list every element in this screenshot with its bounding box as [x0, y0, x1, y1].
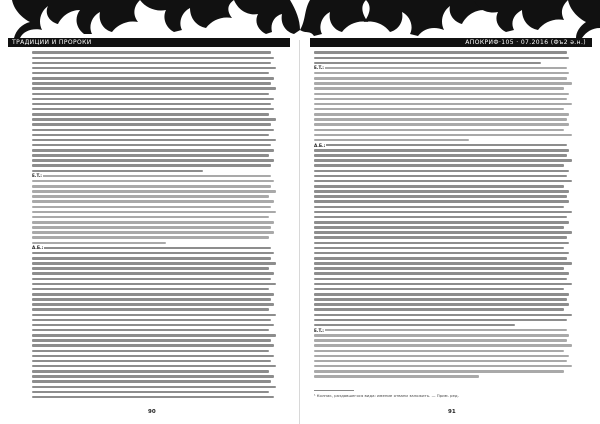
text-line-bar — [314, 190, 569, 193]
text-line-bar — [32, 175, 271, 178]
text-line-bar — [32, 103, 271, 106]
speaker-initials: E.T.: — [314, 65, 324, 71]
text-line-bar — [32, 339, 271, 342]
text-line-bar — [32, 129, 274, 132]
text-line-bar — [32, 221, 274, 224]
text-line-bar — [314, 355, 569, 358]
text-line-bar — [32, 303, 274, 306]
text-line-bar — [32, 211, 276, 214]
text-line-bar — [32, 242, 166, 245]
text-line-bar — [314, 257, 567, 260]
text-line — [32, 394, 276, 399]
text-line-bar — [314, 293, 569, 296]
text-line-bar — [32, 123, 271, 126]
text-line-bar — [314, 57, 569, 60]
text-line-bar — [32, 67, 276, 70]
speaker-initials: А.Б.: — [32, 245, 44, 251]
page-spine — [299, 40, 300, 424]
text-line-bar — [32, 380, 271, 383]
text-line-bar — [314, 252, 569, 255]
footnote: ¹ Колпак, раздавшегося вида: имение отвани заложить. — Прим. ред. — [314, 393, 459, 398]
text-line-bar — [314, 216, 567, 219]
right-text-column — [314, 50, 572, 379]
text-line-bar — [314, 283, 572, 286]
text-line-bar — [32, 365, 276, 368]
text-line-bar — [32, 62, 271, 65]
text-line-bar — [32, 226, 271, 229]
text-line-bar — [314, 339, 567, 342]
text-line — [314, 374, 572, 379]
text-line-bar — [314, 272, 569, 275]
text-line-bar — [32, 278, 271, 281]
text-line-bar — [32, 206, 271, 209]
text-line-bar — [314, 206, 564, 209]
text-line-bar — [32, 355, 274, 358]
text-line-bar — [32, 308, 269, 311]
text-line-bar — [32, 267, 269, 270]
text-line-bar — [32, 360, 271, 363]
text-line-bar — [32, 195, 269, 198]
text-line-bar — [32, 93, 269, 96]
text-line-bar — [314, 195, 567, 198]
text-line-bar — [314, 236, 567, 239]
text-line-bar — [314, 67, 567, 70]
text-line-bar — [314, 278, 567, 281]
text-line-bar — [32, 185, 271, 188]
text-line-bar — [314, 324, 515, 327]
text-line-bar — [314, 103, 572, 106]
text-line-bar — [32, 314, 276, 317]
text-line-bar — [314, 180, 572, 183]
text-line-bar — [32, 57, 274, 60]
text-line-bar — [314, 344, 572, 347]
text-line-bar — [32, 118, 276, 121]
speaker-initials: E.T.: — [32, 173, 42, 179]
text-line-bar — [32, 180, 274, 183]
text-line-bar — [314, 139, 469, 142]
text-line-bar — [314, 51, 567, 54]
text-line-bar — [314, 350, 564, 353]
text-line-bar — [314, 82, 572, 85]
text-line-bar — [314, 365, 572, 368]
text-line-bar — [314, 303, 569, 306]
text-line-bar — [32, 77, 274, 80]
text-line-bar — [314, 375, 479, 378]
right-running-head: АПОКРИФ·105 · 07.2016 (Фъ2 ә.н.) — [465, 39, 586, 46]
text-line-bar — [32, 134, 269, 137]
text-line-bar — [314, 262, 572, 265]
text-line-bar — [32, 386, 276, 389]
text-line-bar — [32, 200, 274, 203]
text-line-bar — [314, 247, 564, 250]
text-line-bar — [32, 252, 274, 255]
text-line-bar — [32, 231, 274, 234]
text-line-bar — [32, 375, 274, 378]
left-running-head: ТРАДИЦИИ И ПРОРОКИ — [12, 39, 92, 46]
text-line-bar — [32, 262, 276, 265]
text-line-bar — [314, 62, 541, 65]
text-line-bar — [32, 257, 271, 260]
text-line-bar — [314, 170, 569, 173]
text-line-bar — [32, 283, 276, 286]
text-line-bar — [314, 226, 564, 229]
text-line-bar — [314, 329, 567, 332]
text-line-bar — [314, 298, 567, 301]
text-line-bar — [32, 247, 271, 250]
text-line-bar — [314, 123, 569, 126]
text-line-bar — [32, 334, 276, 337]
text-line-bar — [314, 370, 564, 373]
text-line-bar — [314, 308, 564, 311]
text-line-bar — [314, 87, 564, 90]
text-line-bar — [32, 154, 269, 157]
text-line-bar — [314, 113, 569, 116]
text-line-bar — [32, 293, 274, 296]
right-page-number: 91 — [448, 409, 456, 415]
text-line-bar — [314, 267, 564, 270]
text-line-bar — [32, 391, 269, 394]
text-line-bar — [32, 144, 271, 147]
text-line-bar — [32, 108, 274, 111]
text-line-bar — [32, 98, 274, 101]
text-line-bar — [32, 113, 269, 116]
text-line-bar — [314, 154, 567, 157]
text-line-bar — [314, 314, 572, 317]
text-line-bar — [314, 319, 567, 322]
text-line-bar — [314, 185, 564, 188]
text-line-bar — [314, 144, 567, 147]
text-line-bar — [314, 231, 572, 234]
text-line-bar — [32, 139, 276, 142]
text-line-bar — [314, 149, 569, 152]
text-line-bar — [314, 288, 564, 291]
text-line-bar — [314, 93, 569, 96]
text-line-bar — [314, 360, 567, 363]
text-line-bar — [32, 82, 271, 85]
text-line-bar — [32, 159, 274, 162]
text-line-bar — [32, 298, 271, 301]
text-line-bar — [32, 170, 203, 173]
text-line-bar — [314, 211, 572, 214]
text-line-bar — [32, 190, 276, 193]
text-line-bar — [32, 216, 269, 219]
text-line-bar — [32, 149, 274, 152]
text-line-bar — [314, 72, 569, 75]
text-line-bar — [32, 324, 274, 327]
text-line-bar — [32, 329, 269, 332]
text-line-bar — [32, 272, 274, 275]
text-line-bar — [314, 118, 567, 121]
text-line-bar — [314, 98, 567, 101]
text-line-bar — [32, 396, 274, 399]
text-line-bar — [314, 134, 572, 137]
speaker-initials: E.T.: — [314, 327, 324, 333]
text-line-bar — [314, 77, 567, 80]
text-line-bar — [32, 319, 271, 322]
text-line-bar — [314, 164, 564, 167]
text-line-bar — [32, 370, 269, 373]
text-line-bar — [314, 129, 564, 132]
text-line-bar — [32, 350, 269, 353]
text-line-bar — [32, 236, 269, 239]
text-line-bar — [32, 72, 269, 75]
text-line-bar — [314, 242, 569, 245]
text-line-bar — [32, 87, 276, 90]
text-line-bar — [314, 221, 569, 224]
text-line-bar — [314, 200, 569, 203]
footnote-rule — [314, 390, 354, 391]
speaker-initials: А.Б.: — [314, 142, 326, 148]
text-line-bar — [314, 108, 564, 111]
left-text-column — [32, 50, 276, 400]
text-line-bar — [32, 344, 274, 347]
text-line-bar — [32, 288, 269, 291]
text-line-bar — [32, 51, 271, 54]
left-page-number: 90 — [148, 409, 156, 415]
text-line-bar — [314, 159, 572, 162]
text-line-bar — [314, 175, 567, 178]
text-line-bar — [314, 334, 569, 337]
text-line-bar — [32, 164, 271, 167]
